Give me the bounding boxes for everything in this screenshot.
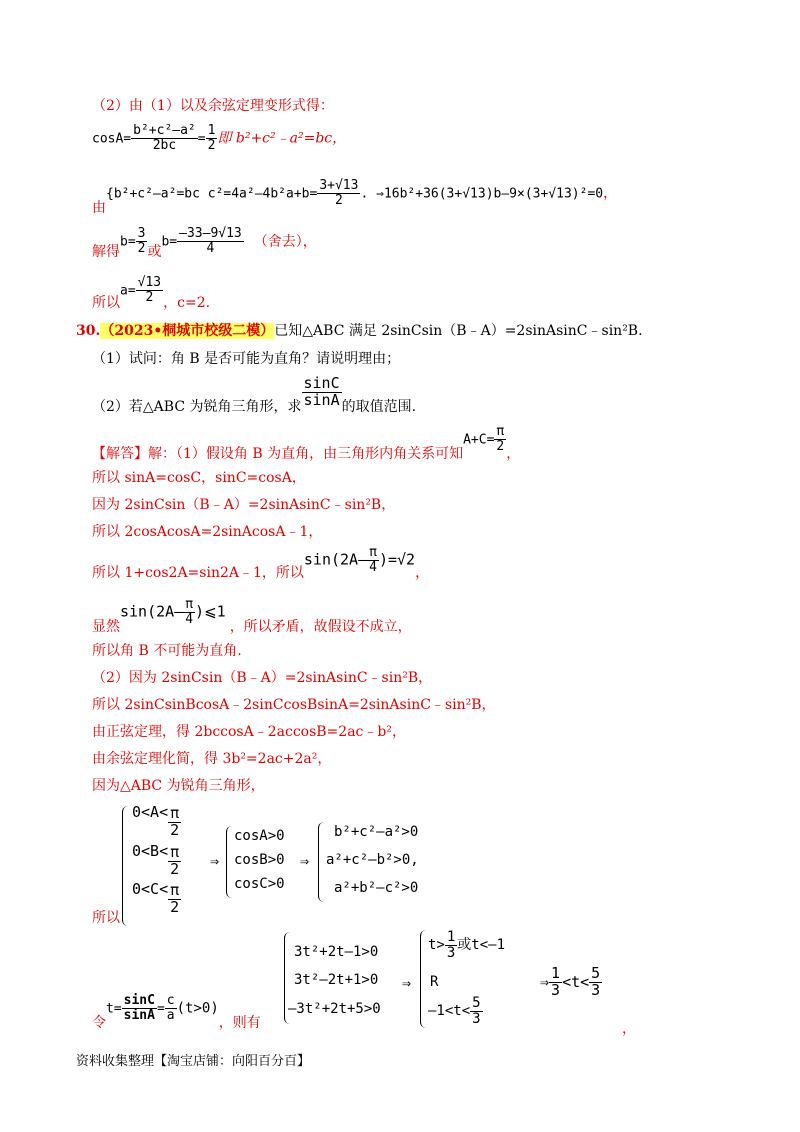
fraction: $\frac{\text{b²+c²–a²}}{2bc}$ xyxy=(133,123,196,153)
system-row: 0<A< $\frac{\pi}{2}$ xyxy=(132,802,180,839)
text-line: 所以角 B 不可能为直角. xyxy=(92,643,242,659)
system-row: 3t²+2t–1>0 xyxy=(294,944,379,960)
implies-arrow: ⇒ xyxy=(210,852,220,870)
fraction: $\frac{3}{2}$ xyxy=(137,226,146,256)
text-line: （舍去）， xyxy=(253,233,317,250)
text-line: 解得 xyxy=(92,243,120,260)
text-line: 令 xyxy=(92,1014,106,1031)
text-line: ， xyxy=(415,564,430,581)
text-line: 所以 sinA=cosC，sinC=cosA， xyxy=(92,470,306,486)
system-row: R xyxy=(430,974,439,990)
formula-text: (t>0) xyxy=(176,1000,219,1017)
formula-text: )⩽1 xyxy=(195,602,226,621)
formula-text: A+C= xyxy=(463,432,495,448)
system-row: cosB>0 xyxy=(234,852,285,868)
formula-text: a= xyxy=(120,283,136,299)
text-line: ，则有 xyxy=(218,1014,261,1031)
system-row: t> $\frac{1}{3}$ 或t<–1 xyxy=(428,929,506,961)
brace-left xyxy=(226,826,233,898)
text-line: 或 xyxy=(147,243,162,260)
fraction: $\frac{\pi}{2}$ xyxy=(496,424,505,454)
text-line: ， xyxy=(622,1021,636,1037)
text-line: （2）因为 2sinCsin（B﹣A）=2sinAsinC﹣sin²B， xyxy=(92,670,433,686)
question-text: 的取值范围. xyxy=(341,398,417,415)
text-line: ，所以矛盾，故假设不成立， xyxy=(229,618,412,635)
implies-arrow: ⇒ xyxy=(300,852,310,870)
fraction: $\frac{1}{2}$ xyxy=(207,123,216,153)
formula-text: = xyxy=(197,131,206,147)
formula-text: b= xyxy=(120,234,136,250)
formula-text: t= xyxy=(106,1001,122,1017)
question-text: （2）若△ABC 为锐角三角形，求 xyxy=(92,398,302,415)
formula-a-value xyxy=(92,275,211,311)
brace-left xyxy=(318,822,325,902)
fraction: $\frac{1}{3}$ xyxy=(446,929,456,961)
text-line: 因为 2sinCsin（B﹣A）=2sinAsinC﹣sin²B， xyxy=(92,497,396,513)
formula-text: {b²+c²–a²=bc c²=4a²–4b²a+b= xyxy=(106,186,318,202)
formula-text: cosA= xyxy=(92,131,132,147)
fraction: $\frac{-33-9√13}{4}$ xyxy=(179,226,242,256)
fraction: $\frac{\sin C}{\sin A}$ xyxy=(123,993,155,1023)
result: ⇒ $\frac{1}{3}$ <t< $\frac{5}{3}$ xyxy=(540,964,601,999)
fraction: $\frac{\pi}{2}$ xyxy=(170,804,180,839)
text-line: 所以 1+cos2A=sin2A﹣1，所以 xyxy=(92,564,304,581)
system-row: a²+c²–b²>0, xyxy=(326,852,419,868)
fraction: $\frac{\sin C}{\sin A}$ xyxy=(303,374,340,409)
formula-text: sin(2A– xyxy=(120,602,184,621)
question-source-tag: （2023•桐城市校级二模） xyxy=(100,323,275,339)
text-line: 所以 xyxy=(92,910,120,926)
fraction: $\frac{\pi}{4}$ xyxy=(369,545,377,575)
text-line: ， xyxy=(506,445,521,462)
formula-line xyxy=(92,597,412,635)
fraction: $\frac{1}{3}$ xyxy=(551,964,561,999)
text-line: 所以 xyxy=(92,294,120,311)
fraction: $\frac{c}{a}$ xyxy=(166,993,175,1023)
formula-text: = xyxy=(156,1001,165,1017)
fraction: $\frac{\pi}{2}$ xyxy=(170,843,180,878)
question-part-1: （1）试问：角 B 是否可能为直角？请说明理由； xyxy=(92,351,401,367)
text-line: （2）由（1）以及余弦定理变形式得： xyxy=(92,98,334,114)
formula-line xyxy=(92,545,430,581)
system-row: 3t²–2t+1>0 xyxy=(294,972,379,988)
text-line: ，c=2. xyxy=(163,294,211,311)
formula-text: sin(2A– xyxy=(303,550,368,569)
implies-arrow: ⇒ xyxy=(402,974,412,992)
formula-text: . ⇒16b²+36(3+√13)b–9×(3+√13)²=0 xyxy=(360,186,604,202)
fraction: $\frac{5}{3}$ xyxy=(472,995,481,1027)
fraction: $\frac{5}{3}$ xyxy=(591,964,601,999)
formula-line xyxy=(92,993,261,1031)
fraction: $\frac{3+√13}{2}$ xyxy=(319,178,359,208)
text-line: 所以 2cosAcosA=2sinAcosA﹣1， xyxy=(92,524,323,540)
system-row: cosA>0 xyxy=(234,828,285,844)
formula-solutions xyxy=(92,226,317,260)
text-line: 显然 xyxy=(92,618,120,635)
formula-text: b= xyxy=(161,234,178,250)
text-line: ， xyxy=(603,185,618,202)
text-line: 所以 2sinCsinBcosA﹣2sinCcosBsinA=2sinAsinC﹣sin²B， xyxy=(92,697,496,713)
text-line: 由余弦定理化简，得 3b²=2ac+2a²， xyxy=(92,751,332,767)
fraction: $\frac{√13}{2}$ xyxy=(137,275,162,305)
system-row: b²+c²–a²>0 xyxy=(334,824,419,840)
question-header xyxy=(76,320,643,340)
system-row: –1<t< $\frac{5}{3}$ xyxy=(428,995,481,1027)
fraction: $\frac{\pi}{2}$ xyxy=(170,881,180,916)
question-part-2 xyxy=(92,374,417,415)
formula-text: )=√2 xyxy=(378,550,416,569)
brace-left xyxy=(122,806,131,926)
text-line: 由 xyxy=(92,199,106,216)
system-row: –3t²+2t+5>0 xyxy=(288,1001,381,1017)
text-line: 即 b²+c²﹣a²=bc， xyxy=(217,130,347,147)
brace-left xyxy=(420,930,427,1028)
text-line: 因为△ABC 为锐角三角形， xyxy=(92,778,265,794)
fraction: $\frac{\pi}{4}$ xyxy=(185,597,194,627)
system-row: cosC>0 xyxy=(234,876,285,892)
question-number: 30. xyxy=(76,323,101,339)
system-row: 0<C< $\frac{\pi}{2}$ xyxy=(132,879,180,916)
solution-head xyxy=(92,424,521,462)
system-row: 0<B< $\frac{\pi}{2}$ xyxy=(132,841,180,878)
solution-label: 【解答】解：（1）假设角 B 为直角，由三角形内角关系可知 xyxy=(92,445,464,462)
footer-note: 资料收集整理【淘宝店铺：向阳百分百】 xyxy=(76,1054,311,1069)
system-row: a²+b²–c²>0 xyxy=(334,880,419,896)
formula-cosA xyxy=(92,124,346,152)
question-text: 已知△ABC 满足 2sinCsin（B﹣A）=2sinAsinC﹣sin²B. xyxy=(274,323,643,339)
formula-system xyxy=(92,178,618,216)
text-line: 由正弦定理，得 2bccosA﹣2accosB=2ac﹣b²， xyxy=(92,724,406,740)
